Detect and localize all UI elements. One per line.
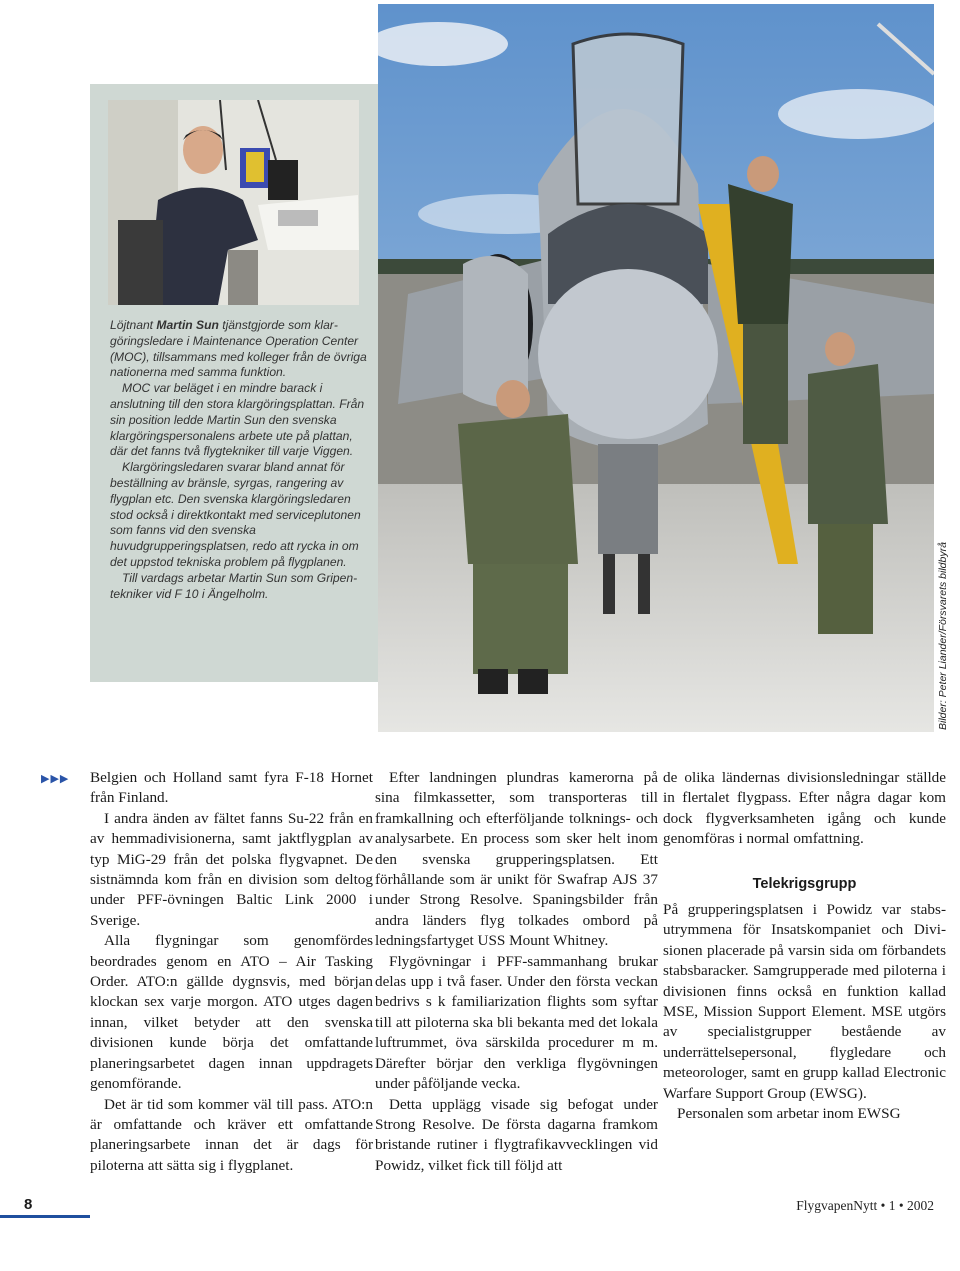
body-paragraph: I andra änden av fältet fanns Su-22 från en av hemmadivisionerna, samt jaktflygplan av typ MiG-29 från det polska flygvapnet. De sistnämnda kom från en division som deltog under PFF-övningen Baltic Link 2000 i Sverige. [90, 809, 373, 929]
text-column-1 [90, 768, 373, 1176]
body-paragraph: Alla flygningar som genomfördes beordrades genom en ATO – Air Tasking Order. ATO:n gällde dygnsvis, med början klockan sex varje morgon. ATO utges dagen innan, vilket betyder att den svenska divisionen kunde börja det omfattande planeringsarbetet dagen innan uppdragets genomförande. [90, 932, 373, 1093]
continued-arrows-icon: ▶▶▶ [41, 772, 70, 785]
photo-caption [110, 318, 368, 602]
body-paragraph: På grupperingsplatsen i Powidz var stabsutrymmena för Insatskompaniet och Divisionen placerade på varsin sida om förbandets stabsbaracker. Samgrupperade med piloterna i divisionen finns också en funktion kallad MSE, Mission Support Element. MSE utgörs av specialistgrupper bestående av underrättelsepersonal, flygledare och meteorologer, samt en grupp kallad Electronic Warfare Support Group (EWSG). [663, 901, 946, 1102]
publication-footer: FlygvapenNytt • 1 • 2002 [796, 1198, 934, 1213]
caption-paragraph: Till vardags arbetar Martin Sun som Gripen-tekniker vid F 10 i Ängelholm. [110, 570, 358, 601]
section-heading: Telekrigsgrupp [752, 875, 857, 892]
body-paragraph: Efter landningen plundras kamerorna på sina filmkassetter, som transporteras till framkallning och efterföljande tolknings- och analysarbete. En process som sker helt inom den svenska grupperingsplatsen. Ett förhållande som är unikt för Swafrap AJS 37 under Strong Resolve. Spaningsbilder från andra länders flyg tolkades ombord på ledningsfartyget USS Mount Whitney. [375, 769, 658, 950]
caption-person-name: Martin Sun [156, 318, 219, 332]
caption-paragraph: Löjtnant Martin Sun tjänstgjorde som klargöringsledare i Maintenance Operation Center (MOC), tillsammans med kolleger från de övriga nationerna med samma funktion. [110, 318, 367, 380]
photo-credit: Bilder: Peter Liander/Försvarets bildbyrå [937, 542, 949, 730]
main-photo-jet-and-crew [378, 4, 934, 732]
body-paragraph: Belgien och Holland samt fyra F-18 Hornet från Finland. [90, 769, 373, 807]
body-paragraph: Flygövningar i PFF-sammanhang brukar delas upp i två faser. Under den första veckan bedrivs s k familiarization flights som syftar till att piloterna ska bli bekanta med det lokala luftrummet, öva särskilda procedurer m m. Därefter börjar den verkliga flygövningen under påföljande vecka. [375, 952, 658, 1093]
caption-paragraph: MOC var beläget i en mindre barack i anslutning till den stora klargöringsplattan. Från sin position ledde Martin Sun den svenska klargöringspersonalens arbete ute på plattan, där det fanns två flygtekniker till varje Viggen. [110, 381, 365, 459]
body-paragraph: Personalen som arbetar inom EWSG [677, 1105, 901, 1123]
caption-paragraph: Klargöringsledaren svarar bland annat för beställning av bränsle, syrgas, rangering av flygplan etc. Den svenska klargöringsledaren stod också i direktkontakt med serviceplutonen som fanns vid den svenska huvudgrupperingsplatsen, redo att rycka in om det uppstod tekniska problem på flygplanen. [110, 460, 361, 569]
page-number: 8 [24, 1196, 33, 1213]
body-paragraph: Detta upplägg visade sig befogat under Strong Resolve. De första dagarna framkom bristande rutiner i flygtrafikavvecklingen vid Powidz, vilket fick till följd att [375, 1095, 658, 1174]
text-column-2 [375, 768, 658, 1176]
body-paragraph: de olika ländernas divisionsledningar ställde in flertalet flygpass. Efter några dagar kom dock flygverksamheten igång och kunde genomföras i normal omfattning. [663, 769, 946, 848]
footer-rule [0, 1215, 90, 1218]
text-column-3 [663, 768, 946, 1125]
body-paragraph: Det är tid som kommer väl till pass. ATO:n är omfattande och kräver ett omfattande planeringsarbete innan det är dags för piloterna att sätta sig i flygplanet. [90, 1095, 373, 1174]
inset-photo-officer-at-desk [108, 100, 359, 305]
